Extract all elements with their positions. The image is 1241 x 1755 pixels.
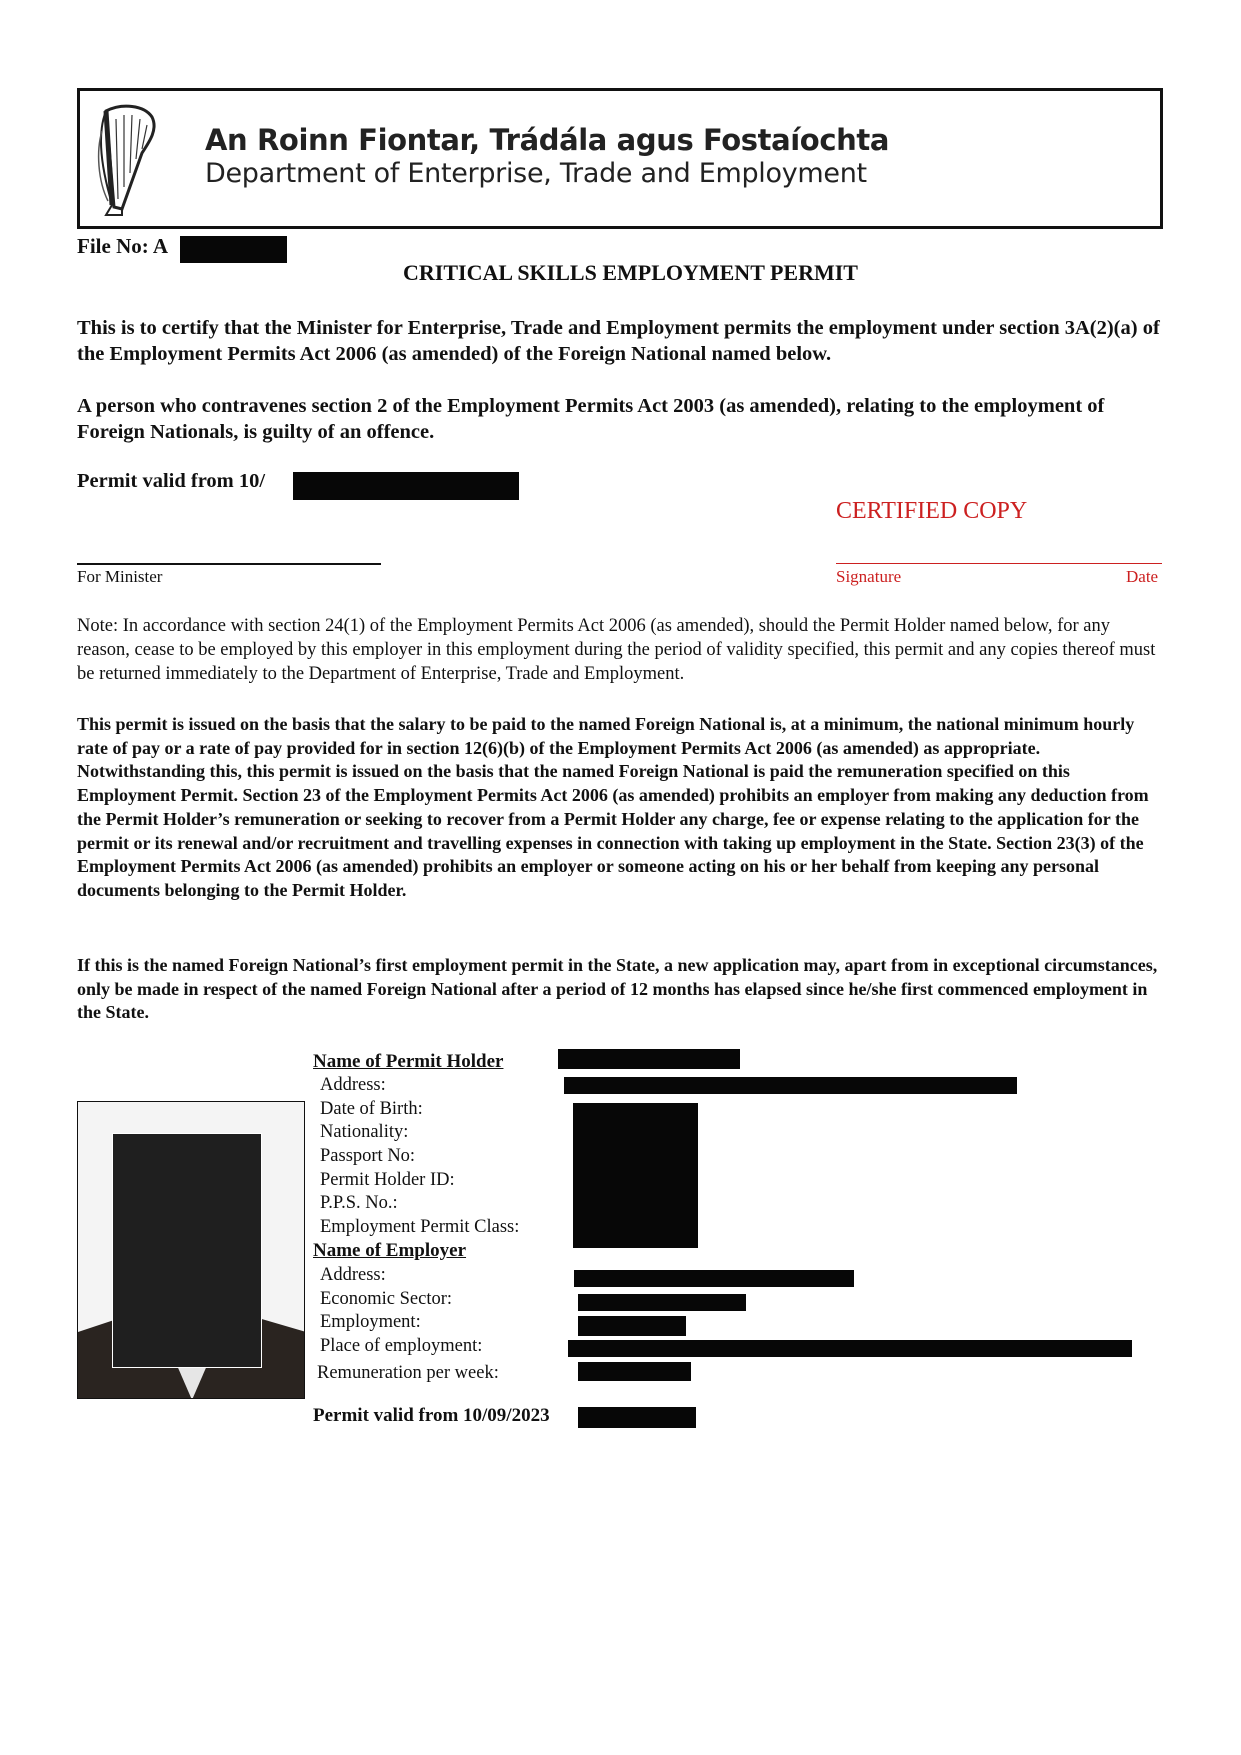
- holder-nationality-label: Nationality:: [320, 1122, 409, 1142]
- minister-signature-line: [77, 563, 381, 565]
- certified-signature-line: [836, 563, 1162, 564]
- holder-permit-class-label: Employment Permit Class:: [320, 1217, 520, 1237]
- employer-heading: Name of Employer: [313, 1240, 467, 1261]
- for-minister-label: For Minister: [77, 567, 163, 586]
- remuneration-label: Remuneration per week:: [317, 1363, 499, 1383]
- file-number-label: File No: A: [77, 234, 168, 258]
- employer-address-label: Address:: [320, 1265, 386, 1285]
- redacted-employer-address: [574, 1270, 854, 1287]
- holder-passport-label: Passport No:: [320, 1146, 416, 1166]
- redacted-remuneration: [578, 1362, 691, 1381]
- place-of-employment-label: Place of employment:: [320, 1336, 483, 1356]
- holder-dob-label: Date of Birth:: [320, 1099, 423, 1119]
- permit-valid-from-top: Permit valid from 10/: [77, 470, 266, 492]
- holder-pps-label: P.P.S. No.:: [320, 1193, 398, 1213]
- holder-photo: [77, 1101, 305, 1399]
- offence-paragraph: A person who contravenes section 2 of the Employment Permits Act 2003 (as amended), relating to the employment of Foreign Nationals, is guilty of an offence.: [77, 395, 1105, 443]
- first-permit-paragraph: If this is the named Foreign National’s first employment permit in the State, a new application may, apart from in exceptional circumstances, only be made in respect of the named Foreign National after a period of 12 months has elapsed since he/she first commenced employment in the State.: [77, 955, 1158, 1023]
- document-title: CRITICAL SKILLS EMPLOYMENT PERMIT: [403, 260, 858, 285]
- department-name-english: Department of Enterprise, Trade and Employment: [205, 158, 867, 189]
- economic-sector-label: Economic Sector:: [320, 1289, 453, 1309]
- redacted-employment: [578, 1316, 686, 1336]
- permit-holder-heading: Name of Permit Holder: [313, 1051, 504, 1072]
- redacted-permit-dates-top: [293, 472, 519, 500]
- note-paragraph: Note: In accordance with section 24(1) of the Employment Permits Act 2006 (as amended), should the Permit Holder named below, for any reason, cease to be employed by this employer in this employment during the period of validity specified, this permit and any copies thereof must be returned immediately to the Department of Enterprise, Trade and Employment.: [77, 616, 1156, 684]
- department-name-irish: An Roinn Fiontar, Trádála agus Fostaíochta: [205, 123, 889, 157]
- redacted-holder-name: [558, 1049, 740, 1069]
- holder-address-label: Address:: [320, 1075, 386, 1095]
- permit-valid-from-bottom: Permit valid from 10/09/2023: [313, 1405, 550, 1426]
- redacted-holder-details: [573, 1103, 698, 1248]
- redacted-holder-address: [564, 1077, 1017, 1094]
- redacted-place-of-employment: [568, 1340, 1132, 1357]
- salary-paragraph: This permit is issued on the basis that the salary to be paid to the named Foreign National is, at a minimum, the national minimum hourly rate of pay or a rate of pay provided for in section 12(6)(b) of the Employment Permits Act 2006 (as amended) as appropriate. Notwithstanding this, this permit is issued on the basis that the named Foreign National is paid the remuneration specified on this Employment Permit. Section 23 of the Employment Permits Act 2006 (as amended) prohibits an employer from making any deduction from the Permit Holder’s remuneration or seeking to recover from a Permit Holder any charge, fee or expense relating to the application for the permit or its renewal and/or recruitment and travelling expenses in connection with taking up employment in the State. Section 23(3) of the Employment Permits Act 2006 (as amended) prohibits an employer or someone acting on his or her behalf from keeping any personal documents belonging to the Permit Holder.: [77, 714, 1149, 900]
- redacted-economic-sector: [578, 1294, 746, 1311]
- employment-label: Employment:: [320, 1312, 421, 1332]
- letterhead: [77, 88, 1163, 229]
- holder-id-label: Permit Holder ID:: [320, 1170, 455, 1190]
- redacted-permit-end-date: [578, 1407, 696, 1428]
- certify-paragraph: This is to certify that the Minister for Enterprise, Trade and Employment permits the employment under section 3A(2)(a) of the Employment Permits Act 2006 (as amended) of the Foreign National named below.: [77, 317, 1160, 365]
- certified-copy-stamp: CERTIFIED COPY: [836, 498, 1028, 524]
- redacted-file-number: [180, 236, 287, 263]
- redacted-face: [112, 1133, 262, 1368]
- harp-emblem-icon: [92, 101, 164, 219]
- signature-label: Signature: [836, 567, 902, 586]
- date-label: Date: [1126, 567, 1159, 586]
